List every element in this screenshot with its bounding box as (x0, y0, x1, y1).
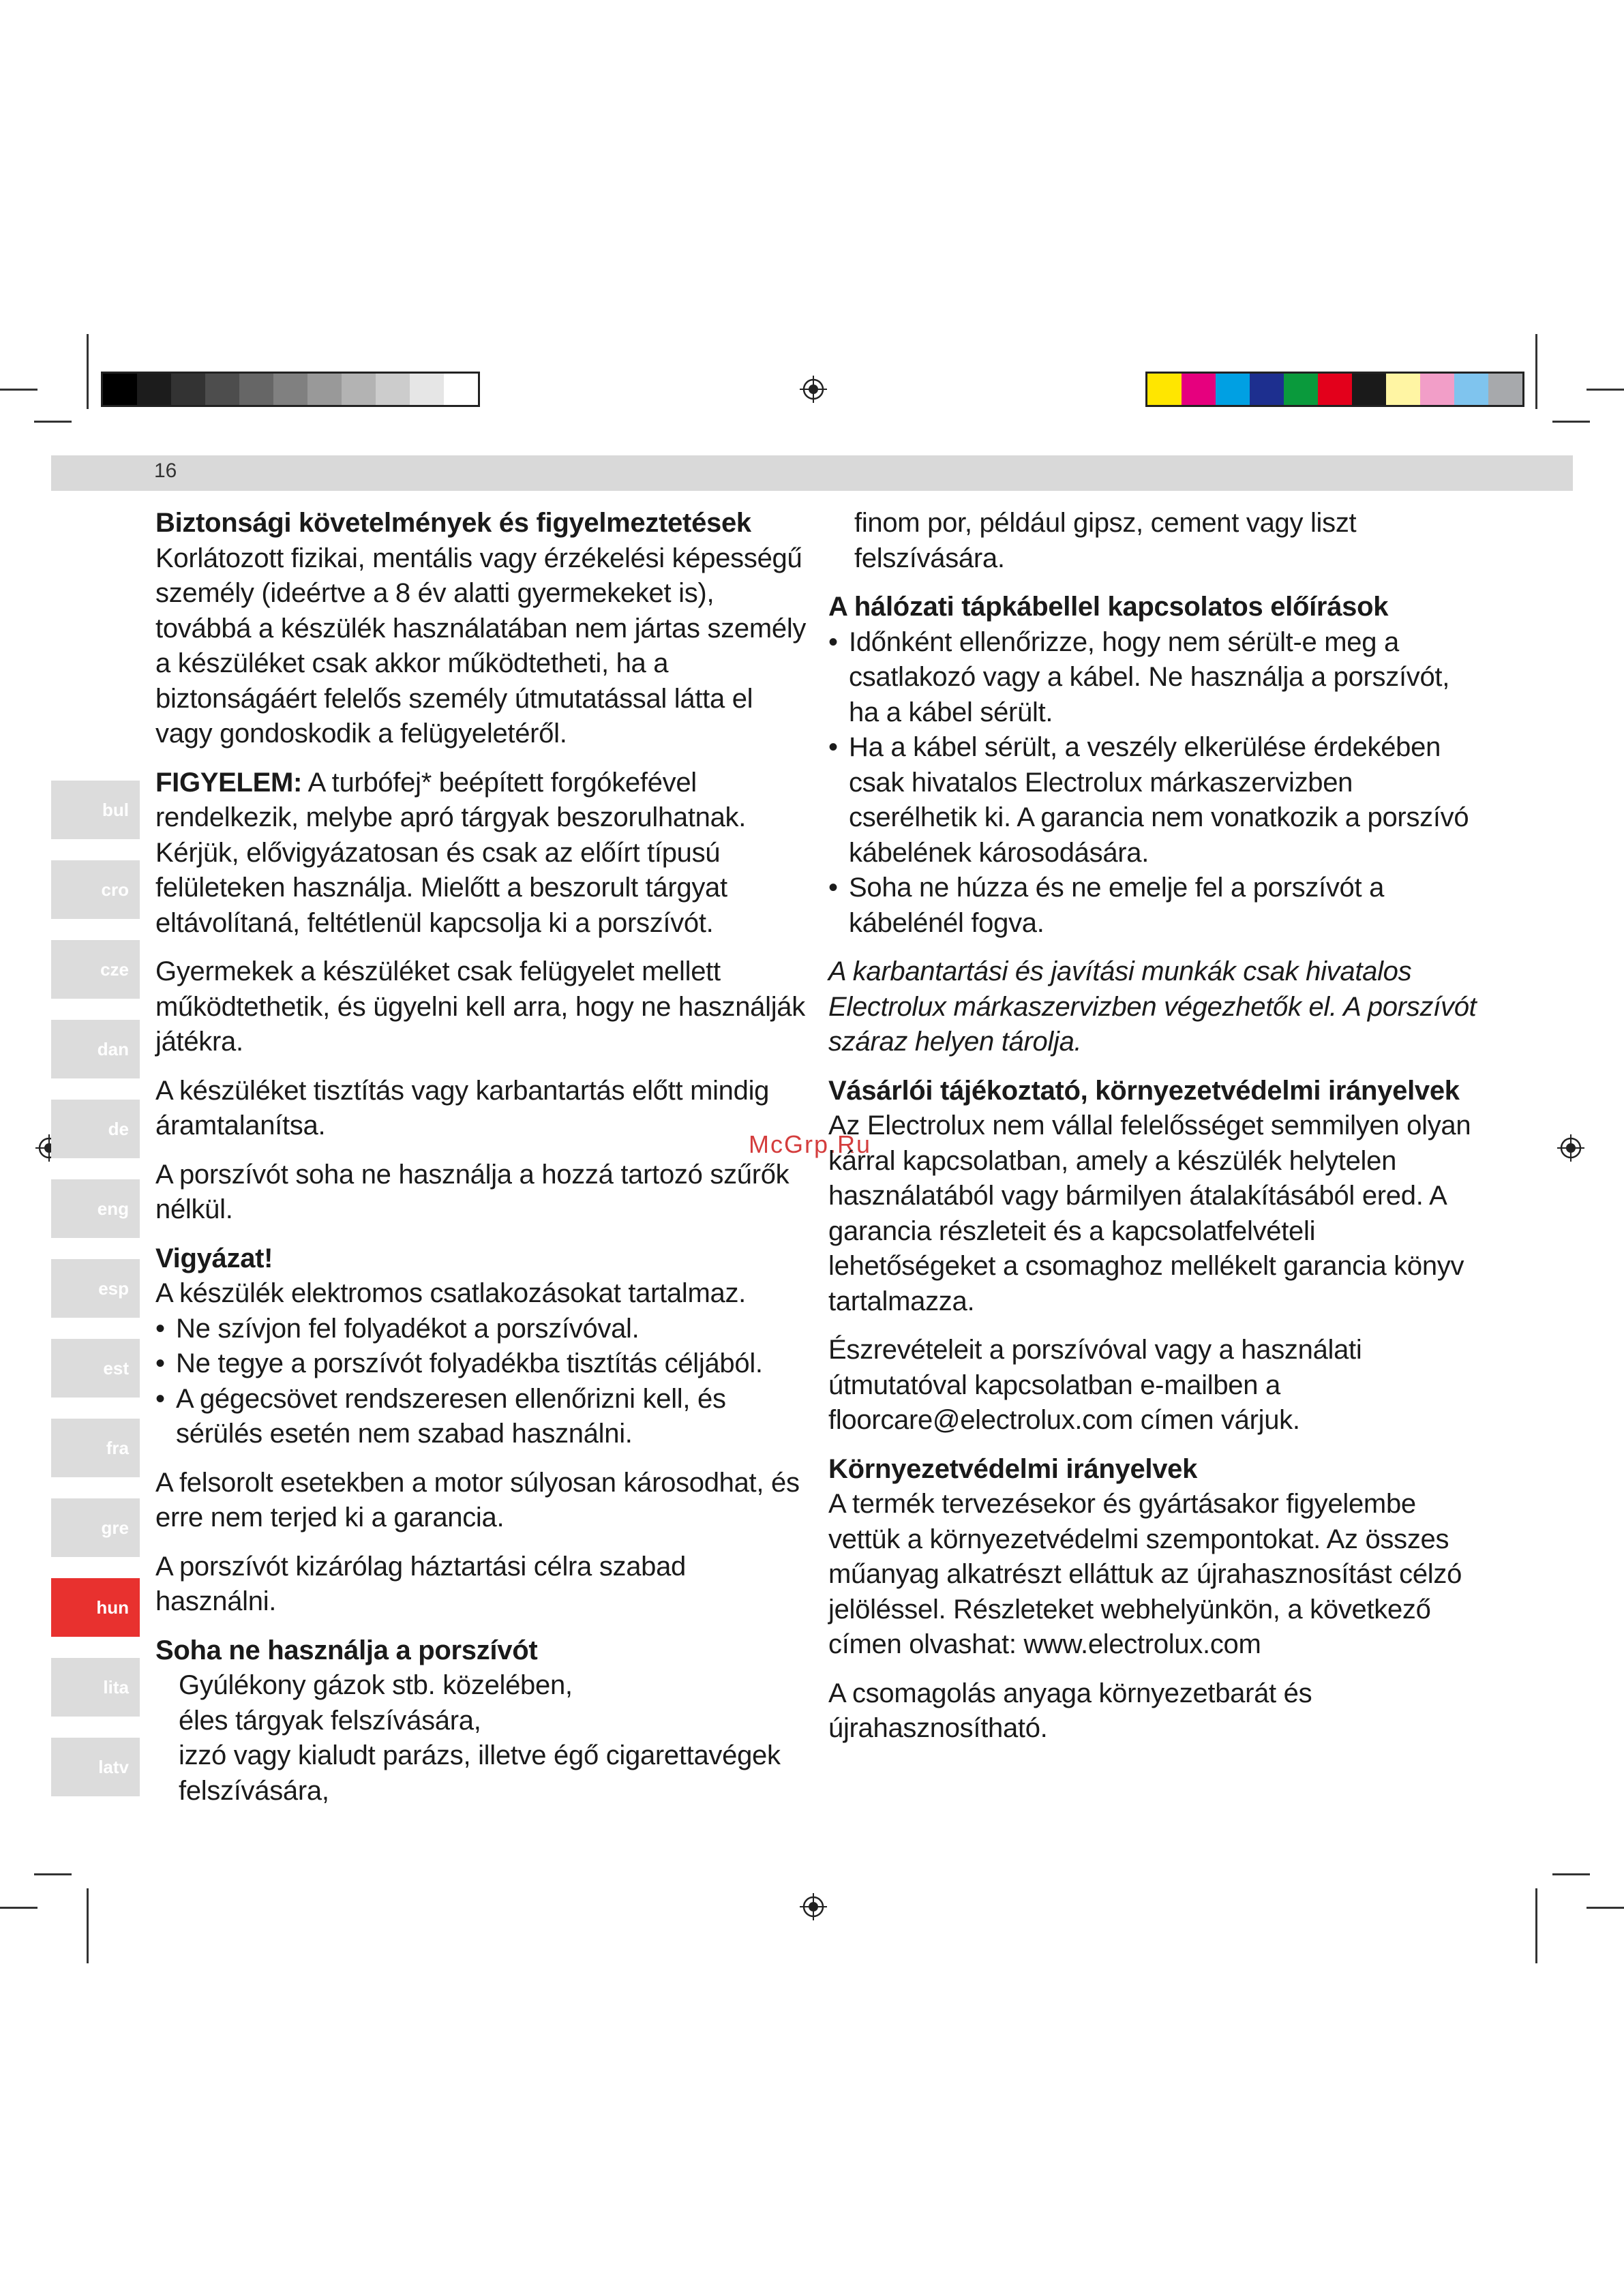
gray-swatch (273, 374, 307, 405)
crop-mark (1535, 1888, 1537, 1963)
page-number: 16 (154, 459, 177, 482)
crop-mark (87, 1888, 89, 1963)
language-tab-fra[interactable]: fra (51, 1419, 140, 1477)
list-item: • Soha ne húzza és ne emelje fel a porszívót a kábelénél fogva. (828, 871, 1483, 941)
crop-mark (1535, 334, 1537, 409)
caution-title: Vigyázat! (155, 1243, 273, 1273)
language-tab-hun[interactable]: hun (51, 1578, 140, 1637)
language-tab-cze[interactable]: cze (51, 940, 140, 999)
language-tab-gre[interactable]: gre (51, 1498, 140, 1557)
crop-mark (34, 421, 72, 423)
registration-mark-icon (800, 1893, 827, 1920)
language-tab-lita[interactable]: lita (51, 1658, 140, 1717)
color-swatch (1386, 374, 1420, 405)
color-swatch (1318, 374, 1352, 405)
cable-list (828, 625, 1483, 941)
env-text: A termék tervezésekor és gyártásakor figyelembe vettük a környezetvédelmi szempontokat. Az összes műanyag alkatrészt elláttuk az újrahasznosítást célzó jelöléssel. Részleteket webhelyünkön, a következő címen olvashat: www.electrolux.com (828, 1489, 1462, 1659)
consumer-text: Az Electrolux nem vállal felelősséget semmilyen olyan kárral kapcsolatban, amely a készülék helytelen használatából vagy bármilyen átalakításából ered. A garancia részleteit és a kapcsolatfelvételi lehetőségeket a csomaghoz mellékelt garancia könyv tartalmazza. (828, 1111, 1471, 1316)
list-item: • Ne szívjon fel folyadékot a porszívóval. (155, 1312, 810, 1347)
color-swatch (1216, 374, 1250, 405)
crop-mark (34, 1873, 72, 1875)
language-tab-latv[interactable]: latv (51, 1738, 140, 1796)
color-swatch (1284, 374, 1318, 405)
registration-mark-icon (800, 376, 827, 403)
list-item: • Ha a kábel sérült, a veszély elkerülése érdekében csak hivatalos Electrolux márkaszervizben cserélhetik ki. A garancia nem vonatkozik a porszívó kábelének károsodására. (828, 730, 1483, 871)
crop-mark (1587, 389, 1624, 391)
watermark: McGrp.Ru (749, 1130, 872, 1158)
list-item: • A gégecsövet rendszeresen ellenőrizni kell, és sérülés esetén nem szabad használni. (155, 1382, 810, 1452)
caution-list (155, 1312, 810, 1452)
gray-swatch (205, 374, 239, 405)
list-item: éles tárgyak felszívására, (179, 1705, 481, 1736)
unplug-text: A készüléket tisztítás vagy karbantartás előtt mindig áramtalanítsa. (155, 1075, 770, 1141)
language-tab-esp[interactable]: esp (51, 1259, 140, 1318)
never-title: Soha ne használja a porszívót (155, 1635, 538, 1665)
children-text: Gyermekek a készüléket csak felügyelet mellett működtethetik, és ügyelni kell arra, hogy ne használják játékra. (155, 956, 805, 1057)
crop-mark (0, 389, 37, 391)
list-item: Gyúlékony gázok stb. közelében, (179, 1670, 573, 1700)
language-tab-de[interactable]: de (51, 1100, 140, 1158)
safety-text: Korlátozott fizikai, mentális vagy érzékelési képességű személy (ideértve a 8 év alatti gyermekeket is), továbbá a készülék használatában nem jártas személy a készüléket csak akkor működtetheti, ha a biztonságáért felelős személy útmutatással látta el vagy gondoskodik a felügyeletéről. (155, 543, 807, 749)
language-tab-cro[interactable]: cro (51, 860, 140, 919)
color-swatch (1488, 374, 1522, 405)
color-swatch (1250, 374, 1284, 405)
motor-text: A felsorolt esetekben a motor súlyosan károsodhat, és erre nem terjed ki a garancia. (155, 1467, 800, 1532)
cable-title: A hálózati tápkábellel kapcsolatos előírások (828, 592, 1389, 622)
consumer-title: Vásárlói tájékoztató, környezetvédelmi irányelvek (828, 1075, 1460, 1106)
gray-swatch (103, 374, 137, 405)
language-tabs (51, 781, 140, 1817)
gray-swatch (410, 374, 444, 405)
warning-label: FIGYELEM: (155, 767, 303, 798)
gray-swatch (307, 374, 342, 405)
list-item: • Időnként ellenőrizze, hogy nem sérült-e meg a csatlakozó vagy a kábel. Ne használja a porszívót, ha a kábel sérült. (828, 625, 1483, 731)
color-swatch (1147, 374, 1182, 405)
crop-mark (1552, 1873, 1590, 1875)
list-item: • Ne tegye a porszívót folyadékba tisztítás céljából. (155, 1346, 810, 1382)
crop-mark (0, 1907, 37, 1909)
registration-mark-icon (1557, 1134, 1584, 1162)
color-swatch (1454, 374, 1488, 405)
language-tab-est[interactable]: est (51, 1339, 140, 1398)
fine-dust-text: finom por, például gipsz, cement vagy liszt felszívására. (854, 508, 1357, 573)
list-item: izzó vagy kialudt parázs, illetve égő cigarettavégek felszívására, (179, 1740, 781, 1806)
gray-swatch (342, 374, 376, 405)
language-tab-bul[interactable]: bul (51, 781, 140, 839)
language-tab-dan[interactable]: dan (51, 1020, 140, 1078)
crop-mark (1587, 1907, 1624, 1909)
feedback-text: Észrevételeit a porszívóval vagy a használati útmutatóval kapcsolatban e-mailben a floorcare@electrolux.com címen várjuk. (828, 1335, 1362, 1435)
color-swatch (1182, 374, 1216, 405)
color-calibration-bar (1145, 372, 1524, 407)
service-text: A karbantartási és javítási munkák csak hivatalos Electrolux márkaszervizben végezhetők el. A porszívót száraz helyen tárolja. (828, 956, 1477, 1057)
grayscale-calibration-bar (101, 372, 480, 407)
crop-mark (1552, 421, 1590, 423)
gray-swatch (444, 374, 478, 405)
crop-mark (87, 334, 89, 409)
warning-paragraph (155, 766, 810, 941)
gray-swatch (239, 374, 273, 405)
left-column (155, 506, 810, 1809)
gray-swatch (137, 374, 171, 405)
color-swatch (1352, 374, 1386, 405)
filters-text: A porszívót soha ne használja a hozzá tartozó szűrők nélkül. (155, 1159, 790, 1224)
household-text: A porszívót kizárólag háztartási célra szabad használni. (155, 1551, 687, 1616)
packaging-text: A csomagolás anyaga környezetbarát és újrahasznosítható. (828, 1678, 1312, 1743)
caution-intro: A készülék elektromos csatlakozásokat tartalmaz. (155, 1278, 746, 1308)
header-bar (51, 455, 1573, 491)
env-title: Környezetvédelmi irányelvek (828, 1453, 1198, 1484)
gray-swatch (171, 374, 205, 405)
color-swatch (1420, 374, 1454, 405)
gray-swatch (376, 374, 410, 405)
safety-title: Biztonsági követelmények és figyelmeztetések (155, 508, 751, 538)
warning-text: A turbófej* beépített forgókefével rendelkezik, melybe apró tárgyak beszorulhatnak. Kérjük, elővigyázatosan és csak az előírt típusú felületeken használja. Mielőtt a beszorult tárgyat eltávolítaná, feltétlenül kapcsolja ki a porszívót. (155, 767, 747, 938)
right-column (828, 506, 1483, 1760)
language-tab-eng[interactable]: eng (51, 1179, 140, 1238)
